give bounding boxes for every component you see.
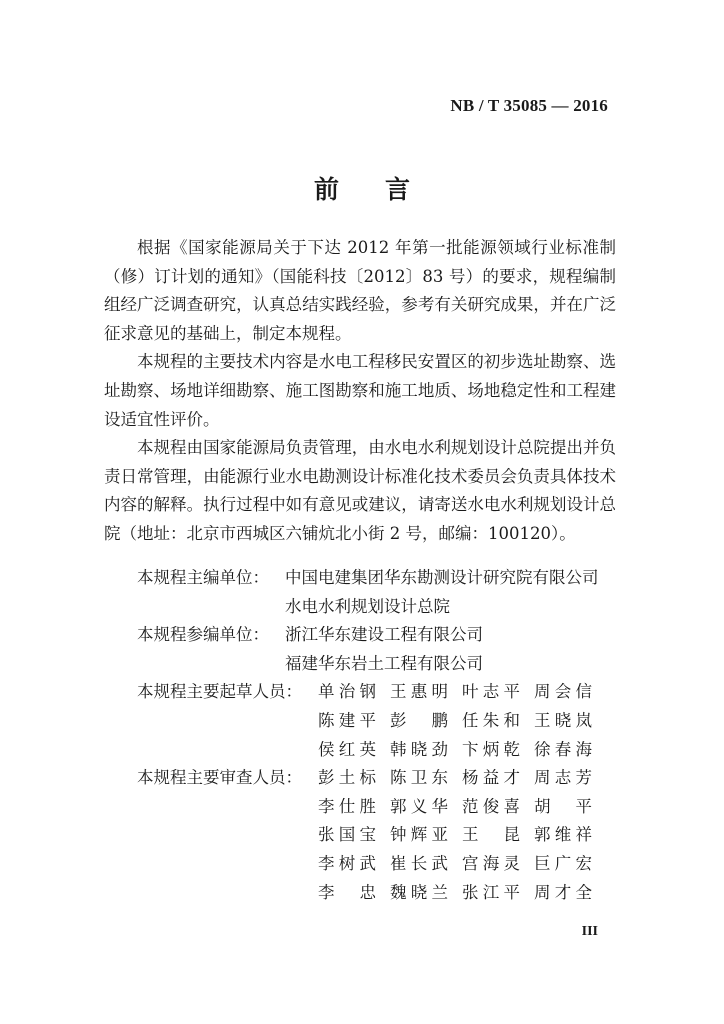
paragraph: 根据《国家能源局关于下达 2012 年第一批能源领域行业标准制（修）订计划的通知》（国能科技〔2012〕83 号）的要求，规程编制组经广泛调查研究，认真总结实践经验，参考有关研究成果，并在广泛征求意见的基础上，制定本规程。	[104, 238, 616, 343]
chief-unit: 水电水利规划设计总院	[285, 596, 450, 616]
person-name: 巨广宏	[534, 853, 592, 873]
chief-units-label: 本规程主编单位：	[137, 568, 269, 587]
person-name: 王惠明	[390, 682, 448, 702]
label-spacer	[104, 850, 318, 879]
person-name: 李仕胜	[318, 796, 376, 816]
page-number: III	[581, 924, 598, 939]
reviewers-row	[104, 879, 624, 908]
drafters-row	[104, 736, 624, 765]
participating-unit: 浙江华东建设工程有限公司	[285, 625, 483, 645]
person-name: 范俊喜	[462, 796, 520, 816]
person-name: 陈建平	[318, 710, 376, 730]
person-name: 胡平	[534, 796, 592, 816]
chief-unit: 中国电建集团华东勘测设计研究院有限公司	[285, 568, 599, 587]
paragraph: 本规程由国家能源局负责管理，由水电水利规划设计总院提出并负责日常管理，由能源行业水电勘测设计标准化技术委员会负责具体技术内容的解释。执行过程中如有意见或建议，请寄送水电水利规划设计总院（地址：北京市西城区六铺炕北小街 2 号，邮编：100120）。	[104, 438, 616, 543]
person-name: 崔长武	[390, 853, 448, 873]
person-name: 卞炳乾	[462, 739, 520, 759]
label-spacer	[104, 736, 318, 765]
person-name: 陈卫东	[390, 768, 448, 788]
reviewers-label: 本规程主要审查人员：	[137, 768, 302, 788]
credits-list	[104, 564, 624, 907]
person-name: 侯红英	[318, 739, 376, 759]
reviewers-row	[104, 793, 624, 822]
person-name: 周志芳	[534, 768, 592, 788]
person-name: 宫海灵	[462, 853, 520, 873]
label-spacer	[104, 593, 285, 622]
person-name: 郭维祥	[534, 825, 592, 845]
drafters-row	[104, 707, 624, 736]
person-name: 周会信	[534, 682, 592, 702]
label-spacer	[104, 793, 318, 822]
drafters-row	[104, 678, 624, 707]
person-name: 张江平	[462, 882, 520, 902]
person-name: 彭鹏	[390, 710, 448, 730]
chief-unit-row	[104, 564, 624, 593]
person-name: 单治钢	[318, 682, 376, 702]
reviewers-row	[104, 764, 624, 793]
label-spacer	[104, 650, 285, 679]
person-name: 钟辉亚	[390, 825, 448, 845]
person-name: 周才全	[534, 882, 592, 902]
participating-unit-row	[104, 621, 624, 650]
person-name: 彭土标	[318, 768, 376, 788]
foreword-body	[104, 234, 616, 549]
person-name: 叶志平	[462, 682, 520, 702]
standard-code: NB / T 35085 — 2016	[450, 96, 608, 115]
person-name: 徐春海	[534, 739, 592, 759]
reviewers-row	[104, 821, 624, 850]
person-name: 韩晓劲	[390, 739, 448, 759]
person-name: 张国宝	[318, 825, 376, 845]
person-name: 杨益才	[462, 768, 520, 788]
participating-unit-row	[104, 650, 624, 679]
participating-units-label: 本规程参编单位：	[137, 625, 269, 645]
drafters-label: 本规程主要起草人员：	[137, 682, 302, 702]
participating-unit: 福建华东岩土工程有限公司	[285, 653, 483, 673]
label-spacer	[104, 879, 318, 908]
label-spacer	[104, 707, 318, 736]
person-name: 李忠	[318, 882, 376, 902]
person-name: 王晓岚	[534, 710, 592, 730]
person-name: 魏晓兰	[390, 882, 448, 902]
person-name: 任朱和	[462, 710, 520, 730]
person-name: 李树武	[318, 853, 376, 873]
person-name: 王昆	[462, 825, 520, 845]
label-spacer	[104, 821, 318, 850]
chief-unit-row	[104, 593, 624, 622]
page-title: 前言	[313, 175, 456, 204]
person-name: 郭义华	[390, 796, 448, 816]
reviewers-row	[104, 850, 624, 879]
paragraph: 本规程的主要技术内容是水电工程移民安置区的初步选址勘察、选址勘察、场地详细勘察、施工图勘察和施工地质、场地稳定性和工程建设适宜性评价。	[104, 352, 616, 429]
